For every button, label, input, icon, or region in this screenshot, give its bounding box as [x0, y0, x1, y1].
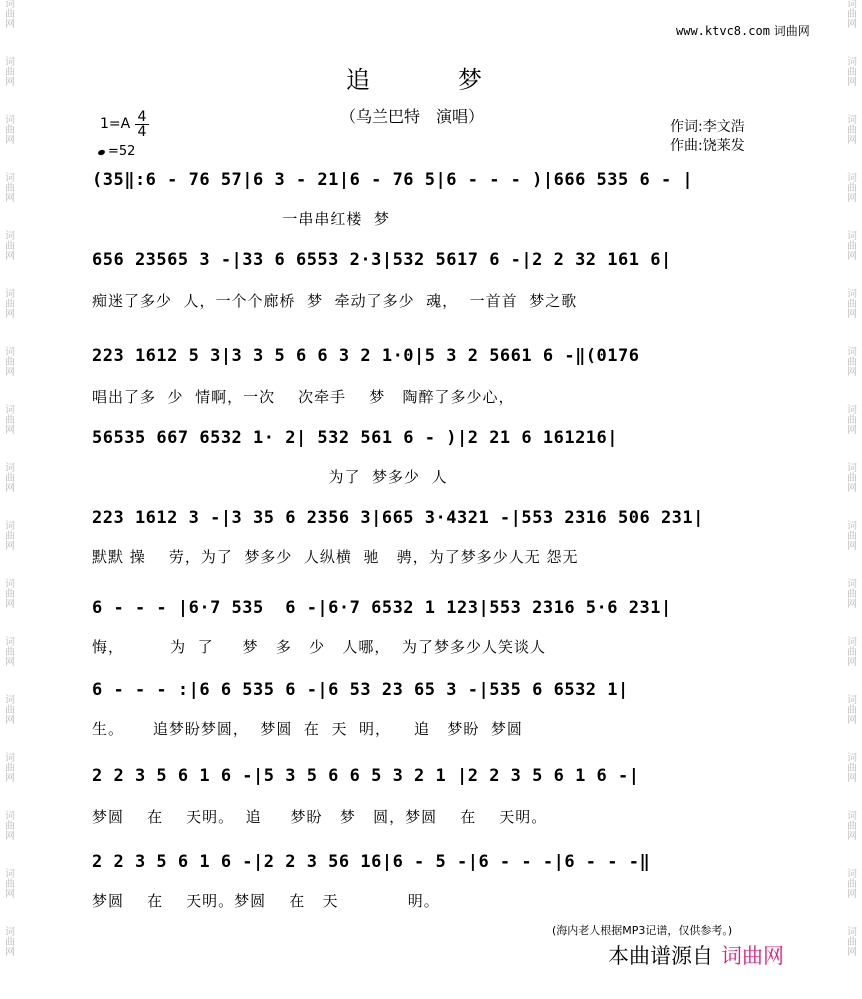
watermark-text: 词 曲 网	[5, 521, 15, 552]
watermark-text: 词 曲 网	[5, 57, 15, 88]
watermark-text: 词 曲 网	[847, 927, 857, 958]
watermark-text: 词 曲 网	[5, 289, 15, 320]
notation-line-9: 2 2 3 5 6 1 6 -|2 2 3 56 16|6 - 5 -|6 - - -|6 - - -‖	[92, 852, 651, 872]
lyric-line-5: 默默 操 劳，为了 梦多少 人纵横 驰 骋，为了梦多少人无 怨无	[92, 548, 579, 566]
quarter-note-icon	[97, 149, 105, 156]
watermark-text: 词 曲 网	[847, 811, 857, 842]
notation-line-4: 56535 667 6532 1· 2| 532 561 6 - )|2 21 6 161216|	[92, 428, 619, 448]
watermark-text: 词 曲 网	[847, 637, 857, 668]
brand-link[interactable]: 词曲网	[721, 944, 784, 968]
left-watermark-strip	[2, 0, 18, 999]
notation-line-7: 6 - - - :|6 6 535 6 -|6 53 23 65 3 -|535 6 6532 1|	[92, 680, 629, 700]
watermark-text: 词 曲 网	[847, 231, 857, 262]
composer-credit: 作曲:饶莱发	[670, 138, 745, 154]
site-name: 词曲网	[773, 24, 810, 38]
transcriber-note: (海内老人根据MP3记谱，仅供参考。)	[552, 924, 733, 937]
tempo-marking	[98, 144, 135, 159]
lyric-line-8: 梦圆 在 天明。 追 梦盼 梦 圆，梦圆 在 天明。	[92, 808, 548, 826]
notation-line-3: 223 1612 5 3|3 3 5 6 6 3 2 1·0|5 3 2 5661 6 -‖(0176	[92, 346, 640, 366]
notation-line-5: 223 1612 3 -|3 35 6 2356 3|665 3·4321 -|553 2316 506 231|	[92, 508, 704, 528]
watermark-text: 词 曲 网	[5, 231, 15, 262]
watermark-text: 词 曲 网	[847, 869, 857, 900]
credits-block	[670, 118, 745, 156]
site-header	[676, 22, 810, 39]
time-denominator: 4	[137, 124, 147, 140]
watermark-text: 词 曲 网	[5, 695, 15, 726]
lyric-line-4: 为了 梦多少 人	[92, 468, 448, 486]
song-title-part-2: 梦	[458, 66, 484, 94]
watermark-text: 词 曲 网	[5, 115, 15, 146]
watermark-text: 词 曲 网	[5, 579, 15, 610]
song-title-part-1: 追	[346, 66, 372, 94]
lyric-line-9: 梦圆 在 天明。梦圆 在 天 明。	[92, 892, 440, 910]
right-watermark-strip	[844, 0, 860, 999]
watermark-text: 词 曲 网	[847, 695, 857, 726]
lyric-line-7: 生。 追梦盼梦圆， 梦圆 在 天 明， 追 梦盼 梦圆	[92, 720, 523, 738]
lyric-line-2: 痴迷了多少 人，一个个廊桥 梦 牵动了多少 魂， 一首首 梦之歌	[92, 292, 578, 310]
notation-line-1: (35‖:6 - 76 57|6 3 - 21|6 - 76 5|6 - - - )|666 535 6 - |	[92, 170, 694, 190]
key-signature	[100, 109, 147, 140]
source-footer	[608, 940, 784, 970]
time-signature	[135, 110, 149, 139]
lyric-line-6: 悔， 为 了 梦 多 少 人哪， 为了梦多少人笑谈人	[92, 638, 546, 656]
key-label: 1=A	[100, 116, 131, 132]
song-title	[346, 60, 484, 95]
watermark-text: 词 曲 网	[847, 753, 857, 784]
watermark-text: 词 曲 网	[847, 0, 857, 30]
time-numerator: 4	[135, 110, 149, 125]
watermark-text: 词 曲 网	[847, 347, 857, 378]
watermark-text: 词 曲 网	[5, 869, 15, 900]
watermark-text: 词 曲 网	[5, 753, 15, 784]
notation-line-6: 6 - - - |6·7 535 6 -|6·7 6532 1 123|553 2316 5·6 231|	[92, 598, 672, 618]
site-url[interactable]: www.ktvc8.com	[676, 24, 770, 38]
watermark-text: 词 曲 网	[847, 57, 857, 88]
lyric-line-3: 唱出了多 少 情啊，一次 次牵手 梦 陶醉了多少心，	[92, 388, 515, 406]
watermark-text: 词 曲 网	[847, 289, 857, 320]
watermark-text: 词 曲 网	[5, 347, 15, 378]
watermark-text: 词 曲 网	[847, 579, 857, 610]
source-label: 本曲谱源自	[608, 944, 713, 968]
watermark-text: 词 曲 网	[5, 173, 15, 204]
watermark-text: 词 曲 网	[5, 463, 15, 494]
watermark-text: 词 曲 网	[847, 521, 857, 552]
watermark-text: 词 曲 网	[5, 405, 15, 436]
watermark-text: 词 曲 网	[847, 115, 857, 146]
watermark-text: 词 曲 网	[5, 0, 15, 30]
notation-line-2: 656 23565 3 -|33 6 6553 2·3|532 5617 6 -|2 2 32 161 6|	[92, 250, 672, 270]
watermark-text: 词 曲 网	[5, 637, 15, 668]
singer-credit: （乌兰巴特 演唱）	[340, 107, 485, 126]
watermark-text: 词 曲 网	[847, 405, 857, 436]
watermark-text: 词 曲 网	[847, 463, 857, 494]
lyric-line-1: 一串串红楼 梦	[92, 210, 390, 228]
tempo-value: =52	[108, 144, 136, 159]
watermark-text: 词 曲 网	[847, 173, 857, 204]
notation-line-8: 2 2 3 5 6 1 6 -|5 3 5 6 6 5 3 2 1 |2 2 3 5 6 1 6 -|	[92, 766, 640, 786]
watermark-text: 词 曲 网	[5, 927, 15, 958]
watermark-text: 词 曲 网	[5, 811, 15, 842]
lyricist-credit: 作词:李文浩	[670, 119, 745, 135]
